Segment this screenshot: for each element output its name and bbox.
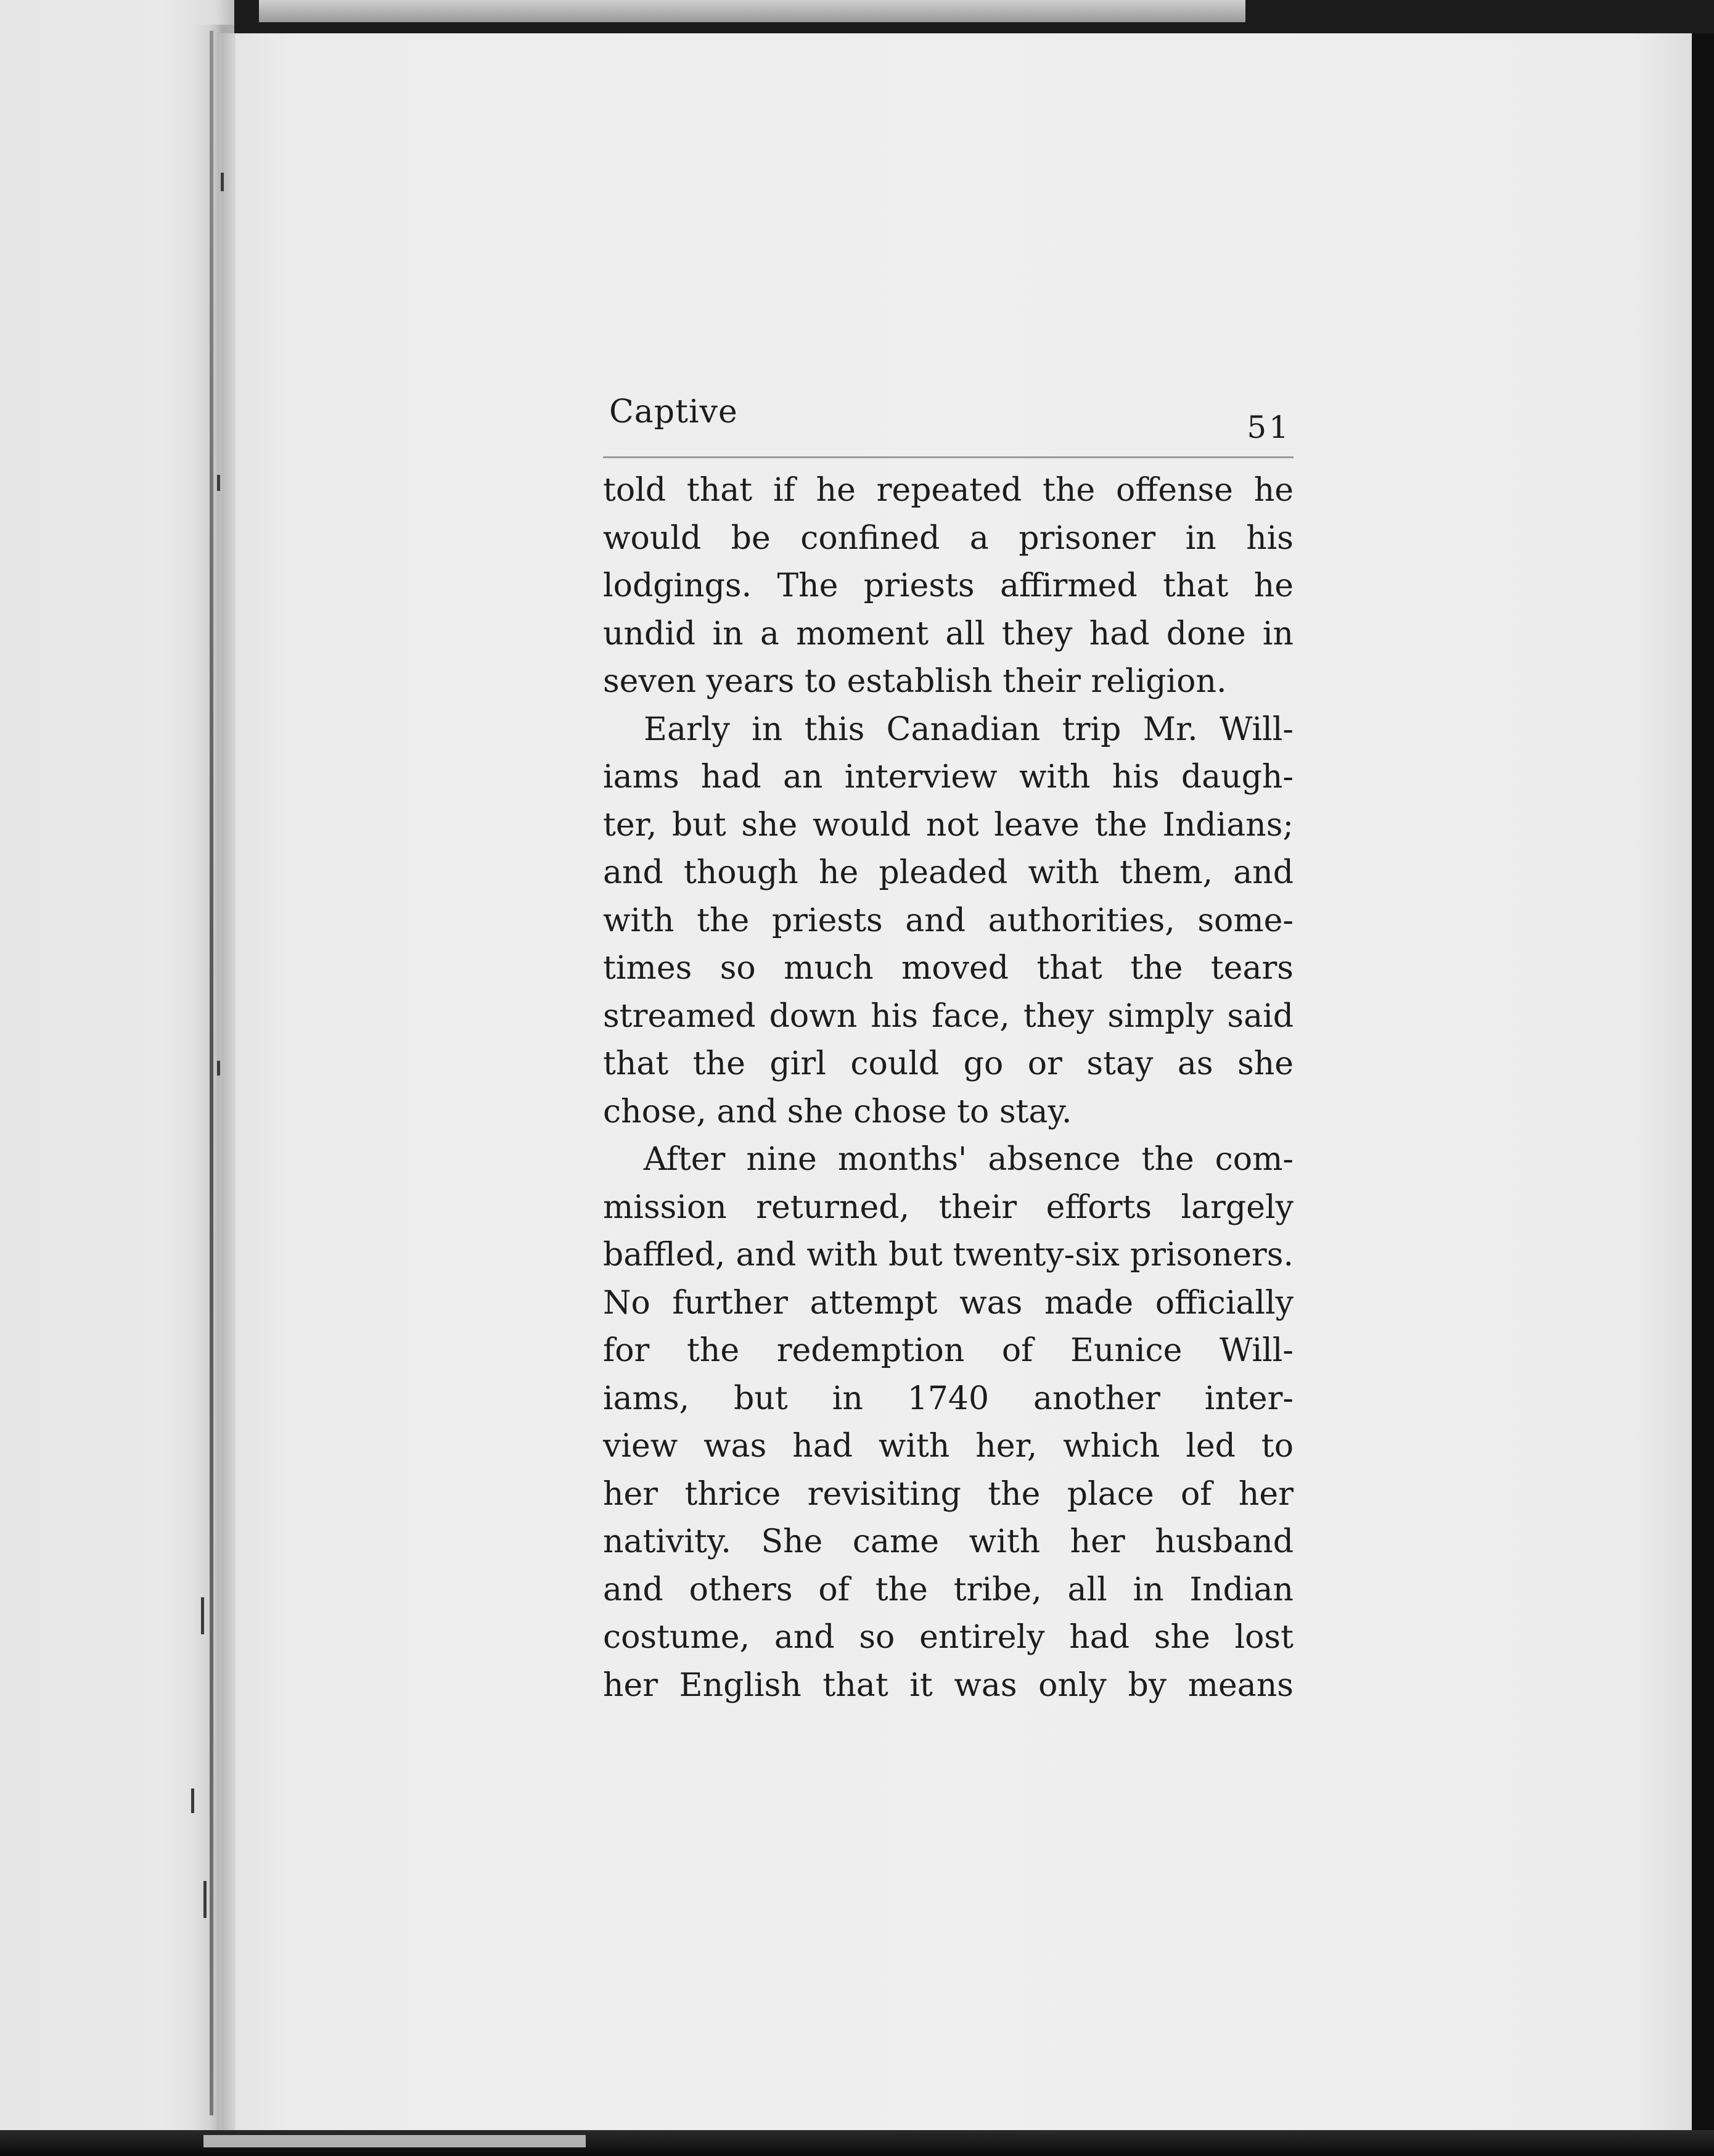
text-line: undid in a moment all they had done in: [603, 615, 1294, 652]
binding-mark: [191, 1788, 194, 1813]
text-line: chose, and she chose to stay.: [603, 1093, 1072, 1130]
text-line: that the girl could go or stay as she: [603, 1045, 1294, 1082]
text-line: streamed down his face, they simply said: [603, 997, 1294, 1035]
text-line: nativity. She came with her husband: [603, 1523, 1294, 1560]
gutter-shadow: [192, 25, 236, 2134]
text-line: No further attempt was made officially: [603, 1284, 1294, 1322]
binding-mark: [221, 173, 224, 191]
text-block: [603, 389, 1294, 1710]
text-line: After nine months' absence the com-: [644, 1141, 1294, 1178]
text-line: and others of the tribe, all in Indian: [603, 1571, 1294, 1608]
binding-mark: [217, 475, 220, 491]
scan-bottom-highlight: [203, 2135, 586, 2147]
scan-right-edge: [1692, 33, 1714, 2142]
text-line: times so much moved that the tears: [603, 950, 1294, 987]
text-line: view was had with her, which led to: [603, 1428, 1294, 1465]
binding-mark: [217, 1061, 220, 1076]
binding-mark: [201, 1597, 204, 1634]
binding-line: [210, 31, 213, 2115]
text-line: would be confined a prisoner in his: [603, 519, 1294, 557]
binding-mark: [203, 1881, 207, 1918]
text-line: told that if he repeated the offense he: [603, 472, 1294, 509]
text-line: iams had an interview with his daugh-: [603, 759, 1294, 796]
text-line: seven years to establish their religion.: [603, 663, 1227, 700]
text-line: mission returned, their efforts largely: [603, 1188, 1294, 1226]
text-line: ter, but she would not leave the Indians;: [603, 806, 1294, 844]
text-line: costume, and so entirely had she lost: [603, 1619, 1294, 1656]
body-text: [603, 467, 1294, 1710]
text-line: her English that it was only by means: [603, 1666, 1294, 1704]
text-line: and though he pleaded with them, and: [603, 854, 1294, 891]
text-line: lodgings. The priests affirmed that he: [603, 567, 1294, 604]
text-line: for the redemption of Eunice Will-: [603, 1332, 1294, 1369]
scan-top-edge: [259, 0, 1245, 22]
page-number: 51: [1247, 409, 1291, 445]
text-line: Early in this Canadian trip Mr. Will-: [644, 710, 1294, 748]
running-head: Captive: [609, 393, 738, 430]
text-line: with the priests and authorities, some-: [603, 902, 1294, 939]
page-header: [603, 389, 1294, 458]
text-line: her thrice revisiting the place of her: [603, 1475, 1294, 1513]
text-line: baffled, and with but twenty-six prisoners.: [603, 1236, 1294, 1273]
text-line: iams, but in 1740 another inter-: [603, 1380, 1294, 1417]
